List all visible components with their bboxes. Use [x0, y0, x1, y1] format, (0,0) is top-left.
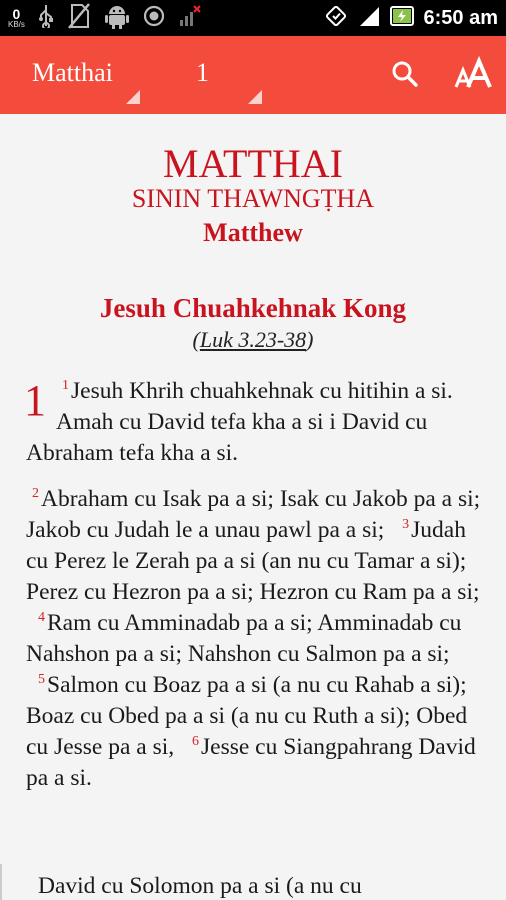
android-debug-icon	[105, 3, 129, 34]
data-rate-value: 0	[12, 6, 21, 22]
chapter-selector[interactable]	[170, 36, 270, 114]
signal-blocked-icon	[179, 4, 201, 33]
cross-reference-close: )	[306, 327, 314, 352]
app-toolbar	[0, 36, 506, 114]
data-rate-indicator	[8, 7, 25, 29]
verse-number: 2	[32, 486, 39, 502]
no-sim-icon	[67, 3, 91, 34]
book-title: MATTHAI	[163, 141, 343, 186]
book-selector-label: Matthai	[32, 58, 113, 87]
verse-number: 4	[38, 610, 45, 626]
book-english-name: Matthew	[203, 218, 303, 247]
data-rate-unit: KB/s	[8, 20, 25, 29]
paragraph	[26, 871, 484, 900]
verse-text: Abraham cu Isak pa a si; Isak cu Jakob pa a si; Jakob cu Judah le a unau pawl pa a si;	[26, 486, 481, 543]
paragraph	[26, 376, 484, 469]
search-button[interactable]	[384, 53, 428, 97]
clock: 6:50 am	[423, 6, 498, 29]
cross-reference-link[interactable]: Luk 3.23-38	[199, 327, 307, 352]
search-icon	[384, 53, 428, 97]
dropdown-corner-icon	[126, 90, 140, 104]
verse-text: Salmon cu Boaz pa a si (a nu cu Rahab a si); Boaz cu Obed pa a si (a nu cu Ruth a si); Obed cu Jesse pa a si,	[26, 672, 468, 760]
dropdown-corner-icon	[248, 90, 262, 104]
rotate-lock-icon	[324, 4, 348, 33]
verse-text: Jesuh Khrih chuahkehnak cu hitihin a si. Amah cu David tefa kha a si i David cu Abraham tefa kha a si.	[26, 378, 453, 466]
verse-number: 6	[192, 734, 200, 750]
text-size-icon	[448, 53, 498, 97]
usb-icon	[39, 4, 53, 33]
verse-number: 3	[402, 517, 410, 533]
book-selector[interactable]	[0, 36, 150, 114]
status-bar-right	[324, 4, 499, 32]
verse-number: 5	[38, 672, 45, 688]
paragraph	[26, 484, 484, 794]
chapter-selector-label: 1	[196, 58, 209, 87]
verse-text: David cu Solomon pa a si (a nu cu	[38, 873, 362, 899]
verse-text: Judah cu Perez le Zerah pa a si (an nu cu Tamar a si); Perez cu Hezron pa a si; Hezron cu Ram pa a si;	[26, 517, 480, 605]
status-bar	[0, 0, 506, 36]
chapter-number: 1	[24, 376, 46, 425]
section-heading: Jesuh Chuahkehnak Kong	[99, 293, 407, 323]
verse-text: Ram cu Amminadab pa a si; Amminadab cu Nahshon pa a si; Nahshon cu Salmon pa a si;	[26, 610, 462, 667]
scroll-edge	[0, 864, 2, 900]
battery-charging-icon	[390, 5, 414, 32]
cell-signal-icon	[358, 5, 380, 32]
verse-text: Jesse cu Siangpahrang David pa a si.	[26, 734, 476, 791]
status-bar-left	[8, 4, 201, 32]
bible-text-view[interactable]	[0, 114, 506, 900]
text-size-button[interactable]	[448, 53, 498, 97]
verse-number: 1	[62, 378, 69, 394]
cross-reference-open: (	[192, 327, 200, 352]
cross-reference	[0, 326, 506, 354]
book-subtitle: SININ THAWNGṬHA	[131, 184, 375, 213]
record-icon	[143, 5, 165, 32]
